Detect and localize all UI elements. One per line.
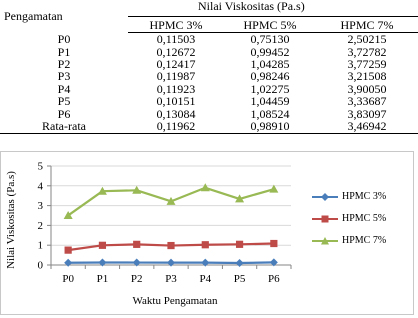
- gridlines: [51, 166, 291, 245]
- table-cell: 3,33687: [347, 94, 387, 109]
- table-cell: 3,77259: [347, 56, 387, 71]
- y-tick-label: 4: [37, 180, 43, 193]
- table-header-row: [0, 0, 418, 17]
- table-cell: 0,98910: [224, 120, 316, 134]
- table-row: [0, 95, 418, 107]
- legend-item: [311, 230, 411, 252]
- x-tick-label: P6: [268, 273, 280, 285]
- table-row: [0, 70, 418, 82]
- data-point-square: [99, 242, 106, 249]
- table-cell: 0,99452: [250, 44, 290, 59]
- data-point-diamond: [64, 259, 72, 267]
- legend-label: HPMC 7%: [342, 235, 387, 246]
- data-point-square: [270, 240, 277, 247]
- viscosity-table: [0, 0, 418, 134]
- y-tick-label: 5: [37, 160, 43, 173]
- row-label: P4: [57, 81, 71, 96]
- table-cell: 3,72782: [347, 44, 387, 59]
- table-row: [0, 33, 418, 46]
- table-row: [0, 107, 418, 119]
- data-point-diamond: [236, 259, 244, 267]
- table-cell: 0,11923: [156, 81, 196, 96]
- viscosity-chart: [0, 151, 414, 315]
- column-header: HPMC 5%: [224, 17, 316, 33]
- table-cell: 0,12672: [156, 44, 196, 59]
- group-header-cell: Nilai Viskositas (Pa.s): [198, 0, 305, 13]
- viscosity-table-container: [0, 0, 418, 145]
- table-cell: 2,50215: [347, 32, 387, 47]
- tick-labels: [38, 161, 281, 286]
- y-axis-label: Nilai Viskositas (Pa.s): [5, 171, 17, 269]
- x-tick-label: P3: [165, 273, 177, 285]
- row-label: P0: [57, 31, 71, 46]
- row-label: P2: [57, 56, 71, 71]
- row-label: P6: [57, 106, 71, 121]
- legend-item: [311, 208, 411, 230]
- legend-swatch-triangle: [311, 230, 339, 252]
- chart-legend: [311, 186, 411, 252]
- row-label: Rata-rata: [0, 120, 128, 134]
- data-point-square: [133, 241, 140, 248]
- legend-label: HPMC 5%: [342, 213, 387, 224]
- table-cell: 3,21508: [347, 69, 387, 84]
- table-cell: 1,04285: [250, 56, 290, 71]
- table-cell: 0,75130: [250, 32, 290, 47]
- legend-item: [311, 186, 411, 208]
- row-label: P5: [57, 94, 71, 109]
- y-tick-label: 3: [37, 200, 43, 213]
- x-tick-label: P0: [62, 273, 74, 285]
- table-cell: 0,12417: [156, 56, 196, 71]
- data-point-square: [65, 247, 72, 254]
- row-label: P1: [57, 44, 71, 59]
- column-header: HPMC 3%: [128, 17, 224, 33]
- table-cell: 0,13084: [156, 106, 196, 121]
- table-cell: 3,83097: [347, 106, 387, 121]
- x-axis-label: Waktu Pengamatan: [132, 295, 218, 307]
- row-label: P3: [57, 69, 71, 84]
- legend-swatch-square: [311, 208, 339, 230]
- x-tick-label: P4: [199, 273, 212, 285]
- table-cell: 0,10151: [156, 94, 196, 109]
- row-header-cell: Pengamatan: [4, 9, 63, 24]
- table-row: [0, 45, 418, 57]
- table-cell: 3,90050: [347, 81, 387, 96]
- x-tick-label: P1: [96, 273, 109, 285]
- table-cell: 1,04459: [250, 94, 290, 109]
- legend-swatch-diamond: [311, 186, 339, 208]
- table-row: [0, 58, 418, 70]
- table-cell: 0,98246: [250, 69, 290, 84]
- y-tick-label: 0: [37, 259, 43, 272]
- table-row: [0, 83, 418, 95]
- data-point-triangle: [201, 183, 210, 191]
- table-row-average: [0, 120, 418, 134]
- y-tick-label: 2: [37, 219, 43, 232]
- table-cell: 3,46942: [316, 120, 418, 134]
- table-cell: 0,11962: [128, 120, 224, 134]
- table-cell: 0,11987: [156, 69, 196, 84]
- data-point-square: [167, 242, 174, 249]
- axes: [47, 166, 291, 269]
- x-tick-label: P2: [130, 273, 143, 285]
- table-cell: 1,02275: [250, 81, 290, 96]
- column-header: HPMC 7%: [316, 17, 418, 33]
- data-point-square: [202, 241, 209, 248]
- table-cell: 1,08524: [250, 106, 290, 121]
- table-cell: 0,11503: [156, 32, 196, 47]
- legend-label: HPMC 3%: [342, 191, 387, 202]
- y-tick-label: 1: [37, 239, 43, 252]
- data-point-square: [236, 241, 243, 248]
- x-tick-label: P5: [233, 273, 246, 285]
